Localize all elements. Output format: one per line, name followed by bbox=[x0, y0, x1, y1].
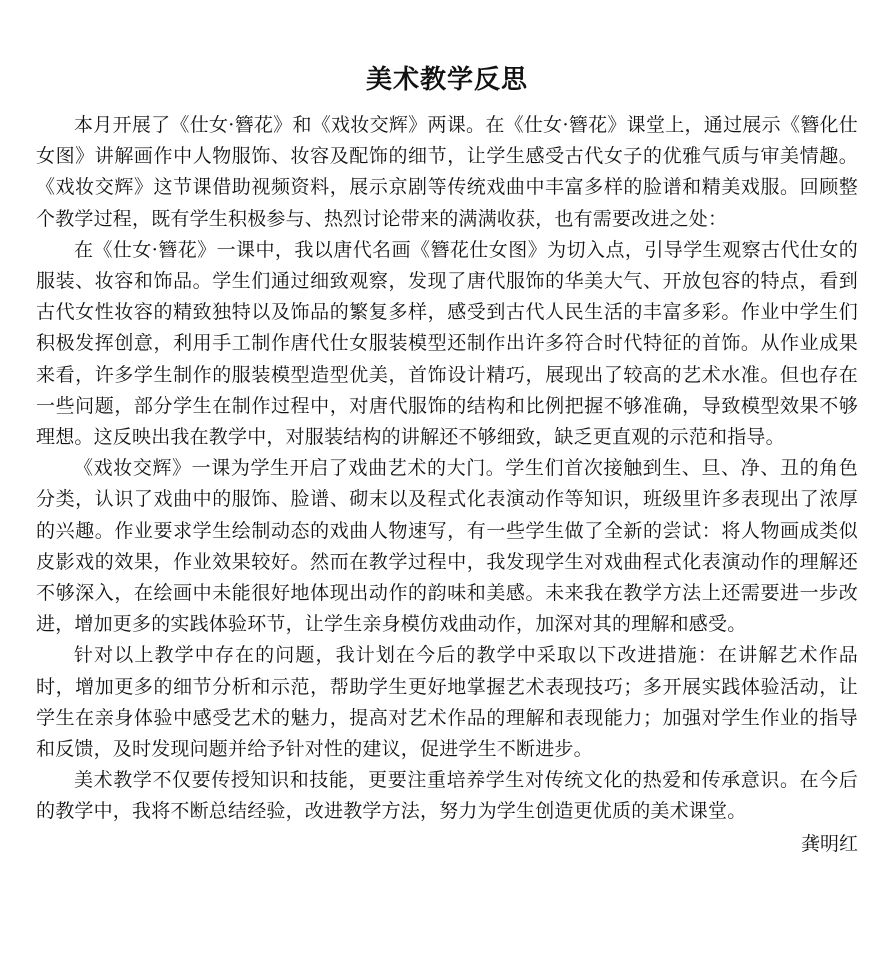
paragraph-intro: 本月开展了《仕女·簪花》和《戏妆交辉》两课。在《仕女·簪花》课堂上，通过展示《簪化仕女图》讲解画作中人物服饰、妆容及配饰的细节，让学生感受古代女子的优雅气质与审美情趣。《戏妆交辉》这节课借助视频资料，展示京剧等传统戏曲中丰富多样的脸谱和精美戏服。回顾整个教学过程，既有学生积极参与、热烈讨论带来的满满收获，也有需要改进之处： bbox=[36, 114, 858, 230]
document-title: 美术教学反思 bbox=[365, 65, 528, 95]
paragraph-lesson-shinu: 在《仕女·簪花》一课中，我以唐代名画《簪花仕女图》为切入点，引导学生观察古代仕女的服装、妆容和饰品。学生们通过细致观察，发现了唐代服饰的华美大气、开放包容的特点，看到古代女性妆容的精致独特以及饰品的繁复多样，感受到古代人民生活的丰富多彩。作业中学生们积极发挥创意，利用手工制作唐代仕女服装模型还制作出许多符合时代特征的首饰。从作业成果来看，许多学生制作的服装模型造型优美，首饰设计精巧，展现出了较高的艺术水准。但也存在一些问题，部分学生在制作过程中，对唐代服饰的结构和比例把握不够准确，导致模型效果不够理想。这反映出我在教学中，对服装结构的讲解还不够细致，缺乏更直观的示范和指导。 bbox=[36, 238, 858, 449]
document-page bbox=[36, 60, 858, 860]
paragraph-lesson-xizhuang: 《戏妆交辉》一课为学生开启了戏曲艺术的大门。学生们首次接触到生、旦、净、丑的角色分类，认识了戏曲中的服饰、脸谱、砌末以及程式化表演动作等知识，班级里许多表现出了浓厚的兴趣。作业要求学生绘制动态的戏曲人物速写，有一些学生做了全新的尝试：将人物画成类似皮影戏的效果，作业效果较好。然而在教学过程中，我发现学生对戏曲程式化表演动作的理解还不够深入，在绘画中未能很好地体现出动作的韵味和美感。未来我在教学方法上还需要进一步改进，增加更多的实践体验环节，让学生亲身模仿戏曲动作，加深对其的理解和感受。 bbox=[36, 457, 858, 636]
paragraph-improvements: 针对以上教学中存在的问题，我计划在今后的教学中采取以下改进措施：在讲解艺术作品时，增加更多的细节分析和示范，帮助学生更好地掌握艺术表现技巧；多开展实践体验活动，让学生在亲身体验中感受艺术的魅力，提高对艺术作品的理解和表现能力；加强对学生作业的指导和反馈，及时发现问题并给予针对性的建议，促进学生不断进步。 bbox=[36, 644, 858, 761]
author-signature: 龚明红 bbox=[800, 832, 858, 855]
paragraph-conclusion: 美术教学不仅要传授知识和技能，更要注重培养学生对传统文化的热爱和传承意识。在今后的教学中，我将不断总结经验，改进教学方法，努力为学生创造更优质的美术课堂。 bbox=[36, 769, 858, 823]
